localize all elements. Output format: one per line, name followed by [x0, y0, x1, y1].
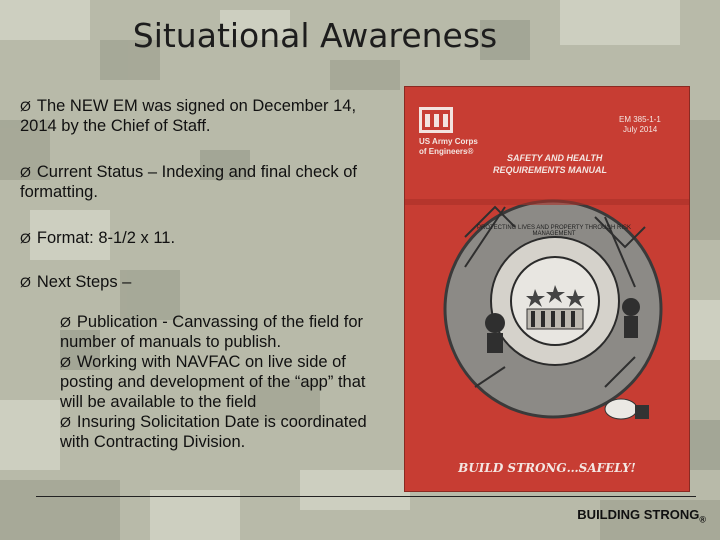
- cover-date: July 2014: [623, 125, 658, 134]
- cover-org-line2: of Engineers®: [419, 147, 474, 156]
- bullet-item: Ø Current Status – Indexing and final check of formatting.: [20, 163, 357, 201]
- cover-manual-title-2: REQUIREMENTS MANUAL: [493, 165, 607, 175]
- arrow-bullet-icon: Ø: [20, 274, 31, 290]
- cover-tagline: BUILD STRONG…SAFELY!: [458, 461, 636, 475]
- arrow-bullet-icon: Ø: [20, 230, 31, 246]
- manual-cover-image: [404, 86, 690, 492]
- arrow-bullet-icon: Ø: [20, 164, 31, 180]
- footer-brand: BUILDING $STRONG_®$: [577, 507, 706, 525]
- sub-bullet-item: Ø Insuring Solicitation Date is coordinated with Contracting Division.: [60, 413, 367, 451]
- sub-bullet-item: Ø Working with NAVFAC on live side of posting and development of the “app” that will be available to the field: [60, 353, 366, 411]
- cover-org-line1: US Army Corps: [419, 137, 478, 146]
- registered-mark: ®: [699, 514, 706, 525]
- sub-bullet-list: [60, 312, 390, 452]
- cover-em-number: EM 385-1-1: [619, 115, 661, 124]
- arrow-bullet-icon: Ø: [60, 414, 71, 430]
- arrow-bullet-icon: Ø: [20, 98, 31, 114]
- slide-title: Situational Awareness: [132, 16, 498, 55]
- footer-divider: [36, 496, 696, 497]
- arrow-bullet-icon: Ø: [60, 314, 71, 330]
- cover-seal-text: PROTECTING LIVES AND PROPERTY THROUGH RISK MANAGEMENT: [476, 225, 632, 237]
- cover-manual-title-1: SAFETY AND HEALTH: [507, 153, 603, 163]
- bullet-item: Ø Format: 8-1/2 x 11.: [20, 229, 176, 247]
- bullet-item: Ø Next Steps –: [20, 273, 132, 291]
- bullet-item: Ø The NEW EM was signed on December 14, 2014 by the Chief of Staff.: [20, 97, 357, 135]
- sub-bullet-item: Ø Publication - Canvassing of the field for number of manuals to publish.: [60, 313, 364, 351]
- arrow-bullet-icon: Ø: [60, 354, 71, 370]
- castle-logo-icon: [419, 107, 453, 133]
